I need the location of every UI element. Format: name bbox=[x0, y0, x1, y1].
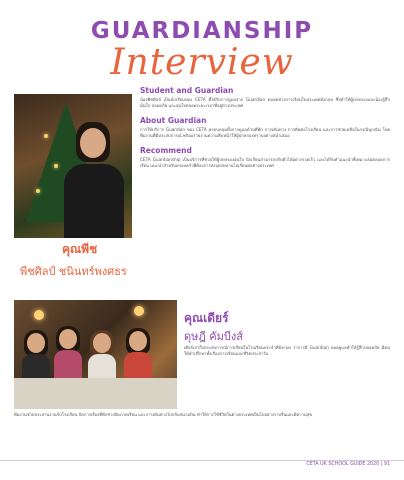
student-text-full bbox=[14, 412, 390, 422]
footer: CETA UK SCHOOL GUIDE 2020 | 91 bbox=[306, 462, 390, 467]
page-subtitle: Interview bbox=[110, 42, 294, 83]
person-face bbox=[129, 331, 147, 351]
footer-divider bbox=[0, 460, 404, 461]
table-surface bbox=[14, 378, 177, 409]
person-face bbox=[80, 128, 106, 158]
person-face bbox=[27, 333, 45, 353]
lamp-light bbox=[134, 306, 144, 316]
student-paragraph: ทีมงานช่วยประสานงานกับโรงเรียน จัดการเรื่องที่พักช่วงปิดภาคเรียน และการเดินทางไปกลับสนามบิน ทำให้การใช้ชีวิตในต่างประเทศเป็นไปอย่างราบรื่นและมีความสุข bbox=[14, 412, 313, 417]
person-face bbox=[93, 333, 111, 353]
guardian-photo bbox=[14, 94, 132, 238]
student-paragraph: เดียร์เล่าถึงประสบการณ์การเรียนในโรงเรียนประจำที่อังกฤษ ว่าการมี Guardian คอยดูแลทำให้รู้สึกปลอดภัย มีคนให้คำปรึกษาทั้งเรื่องการเรียนและชีวิตประจำวัน bbox=[184, 345, 390, 356]
person-face bbox=[59, 329, 77, 349]
article-right-column bbox=[140, 86, 390, 173]
section-title: Recommend bbox=[140, 146, 192, 155]
tree-light bbox=[36, 189, 40, 193]
person-body bbox=[54, 350, 82, 380]
person-body bbox=[64, 164, 124, 238]
student-group-photo bbox=[14, 300, 177, 409]
footer-publication: CETA UK SCHOOL GUIDE 2020 bbox=[306, 462, 380, 467]
section-body: การให้บริการ Guardian ของ CETA ครอบคลุมทั้งการดูแลด้านที่พัก การเดินทาง การติดต่อโรงเรียน และการช่วยเหลือในกรณีฉุกเฉิน โดยทีมงานที่มีประสบการณ์ พร้อมรายงานความคืบหน้าให้ผู้ปกครองทราบอย่างสม่ำเสมอ bbox=[140, 127, 390, 138]
page-number: 91 bbox=[383, 462, 390, 467]
section-student-guardian bbox=[140, 86, 390, 109]
guardian-full-name: พีชศิลป์ ชนินทร์พงศธร bbox=[20, 265, 127, 278]
student-full-name: ดุษฎี คัมบีงส์ bbox=[184, 330, 243, 343]
section-about-guardian bbox=[140, 116, 390, 139]
tree-light bbox=[54, 164, 58, 168]
page-title: GUARDIANSHIP bbox=[90, 18, 314, 44]
student-nickname: คุณเดียร์ bbox=[184, 311, 229, 325]
guardian-nickname: คุณพีช bbox=[62, 242, 98, 256]
section-title: About Guardian bbox=[140, 116, 207, 125]
section-recommend bbox=[140, 146, 390, 169]
student-text-column bbox=[184, 345, 390, 361]
page-heading bbox=[0, 18, 404, 83]
section-title: Student and Guardian bbox=[140, 86, 234, 95]
section-body: น้องพีชศิลป์ เป็นนักเรียนของ CETA ที่ได้รับการดูแลจาก Guardian ตลอดช่วงการเรียนในประเทศอังกฤษ ซึ่งทำให้ผู้ปกครองและน้องรู้สึกมั่นใจ ปลอดภัย และอุ่นใจตลอดระยะเวลาที่อยู่ต่างประเทศ bbox=[140, 97, 390, 108]
section-body: CETA Guardianship เป็นบริการที่ช่วยให้ผู้ปกครองอุ่นใจ นักเรียนสามารถปรับตัวได้อย่างรวดเร็ว และได้รับคำแนะนำที่เหมาะสมตลอดการเรียน แนะนำสำหรับครอบครัวที่ต้องการส่งบุตรหลานไปเรียนต่อต่างประเทศ bbox=[140, 157, 390, 168]
lamp-light bbox=[34, 310, 44, 320]
tree-light bbox=[44, 134, 48, 138]
